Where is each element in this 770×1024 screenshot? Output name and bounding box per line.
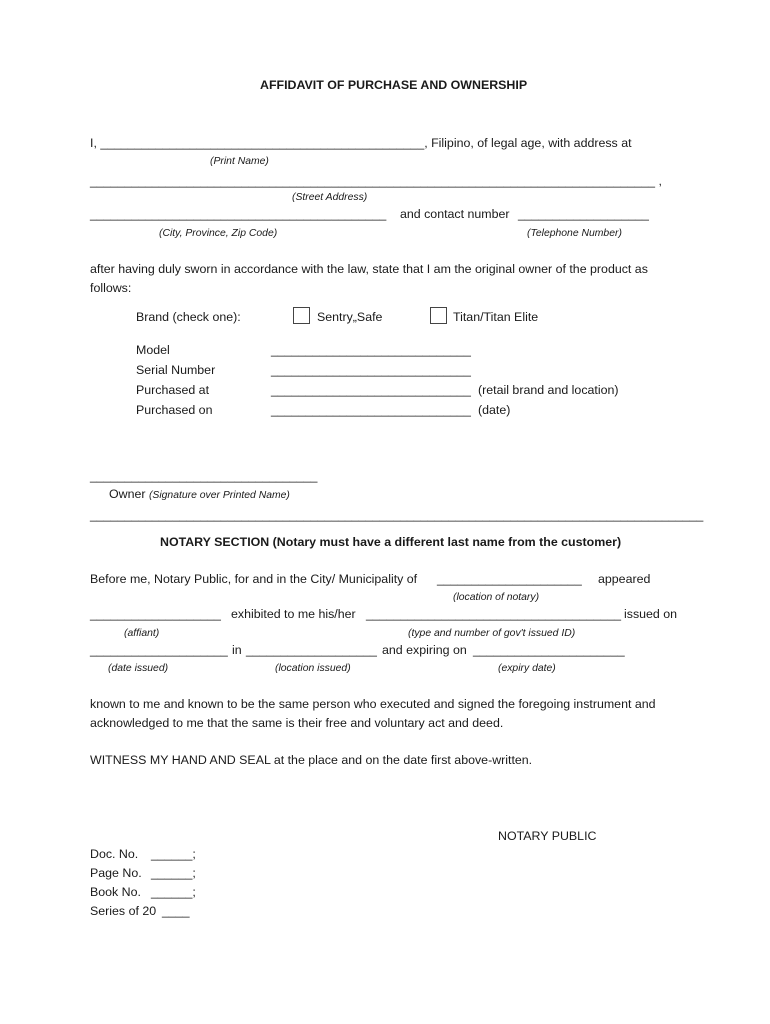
notary-public-label: NOTARY PUBLIC (498, 829, 597, 843)
in-label: in (232, 643, 242, 657)
owner-label-text: Owner (109, 487, 146, 501)
page-no-label: Page No. (90, 866, 142, 880)
location-of-notary-caption: (location of notary) (453, 592, 540, 603)
doc-no-label: Doc. No. (90, 847, 139, 861)
street-address-blank[interactable]: __________________________________________________________________________________ , (90, 174, 662, 188)
intro-suffix: , Filipino, of legal age, with address at (424, 136, 632, 150)
statement-line-1: after having duly sworn in accordance with the law, state that I am the original owner of the product as (90, 262, 648, 276)
date-issued-blank[interactable]: ____________________ (90, 643, 228, 657)
sentry-safe-checkbox[interactable] (293, 307, 310, 324)
owner-label (109, 487, 290, 503)
titan-label: Titan/Titan Elite (453, 310, 539, 324)
street-address-caption: (Street Address) (292, 192, 368, 203)
book-no-blank[interactable]: ______; (151, 885, 196, 899)
series-label: Series of 20 (90, 904, 157, 918)
sentry-safe-label: Sentry„Safe (317, 310, 383, 324)
intro-line-1 (90, 136, 632, 151)
city-caption: (City, Province, Zip Code) (159, 228, 278, 239)
expiry-date-caption: (expiry date) (498, 663, 556, 674)
issued-on-label: issued on (624, 607, 678, 621)
id-caption: (type and number of gov't issued ID) (408, 628, 576, 639)
contact-number-label: and contact number (400, 207, 510, 221)
date-issued-caption: (date issued) (108, 663, 169, 674)
purchased-on-note: (date) (478, 403, 511, 417)
known-line-2: acknowledged to me that the same is their free and voluntary act and deed. (90, 716, 504, 730)
purchased-at-blank[interactable]: _____________________________ (271, 383, 471, 397)
purchased-on-blank[interactable]: _____________________________ (271, 403, 471, 417)
known-line-1: known to me and known to be the same person who executed and signed the foregoing instrument and (90, 697, 656, 711)
model-blank[interactable]: _____________________________ (271, 343, 471, 357)
intro-prefix: I, (90, 136, 101, 150)
expiry-date-blank[interactable]: ______________________ (473, 643, 625, 657)
notary-heading: NOTARY SECTION (Notary must have a different last name from the customer) (160, 535, 622, 549)
telephone-blank[interactable]: ___________________ (518, 207, 649, 221)
serial-number-label: Serial Number (136, 363, 216, 377)
owner-signature-blank[interactable]: _________________________________ (90, 469, 318, 483)
witness-statement: WITNESS MY HAND AND SEAL at the place and on the date first above-written. (90, 753, 533, 767)
telephone-caption: (Telephone Number) (527, 228, 622, 239)
affiant-caption: (affiant) (124, 628, 160, 639)
print-name-blank[interactable]: _______________________________________________ (100, 136, 425, 150)
location-issued-blank[interactable]: ___________________ (246, 643, 377, 657)
location-issued-caption: (location issued) (275, 663, 351, 674)
page-no-blank[interactable]: ______; (151, 866, 196, 880)
purchased-on-label: Purchased on (136, 403, 213, 417)
book-no-label: Book No. (90, 885, 141, 899)
exhibited-label: exhibited to me his/her (231, 607, 356, 621)
document-title: AFFIDAVIT OF PURCHASE AND OWNERSHIP (260, 78, 528, 92)
expiring-label: and expiring on (382, 643, 467, 657)
print-name-caption: (Print Name) (210, 156, 269, 167)
titan-checkbox[interactable] (430, 307, 447, 324)
series-blank[interactable]: ____ (162, 904, 190, 918)
brand-label: Brand (check one): (136, 310, 241, 324)
purchased-at-note: (retail brand and location) (478, 383, 619, 397)
appeared-label: appeared (598, 572, 651, 586)
affiant-blank[interactable]: ___________________ (90, 607, 221, 621)
model-label: Model (136, 343, 170, 357)
id-blank[interactable]: _____________________________________ (366, 607, 621, 621)
statement-line-2: follows: (90, 281, 132, 295)
doc-no-blank[interactable]: ______; (151, 847, 196, 861)
city-blank[interactable]: ___________________________________________ (90, 207, 387, 221)
notary-line-1: Before me, Notary Public, for and in the City/ Municipality of (90, 572, 418, 586)
notary-location-blank[interactable]: _____________________ (437, 572, 582, 586)
purchased-at-label: Purchased at (136, 383, 210, 397)
serial-number-blank[interactable]: _____________________________ (271, 363, 471, 377)
section-divider: _________________________________________________________________________________________ (90, 508, 704, 522)
owner-caption: (Signature over Printed Name) (148, 490, 290, 501)
